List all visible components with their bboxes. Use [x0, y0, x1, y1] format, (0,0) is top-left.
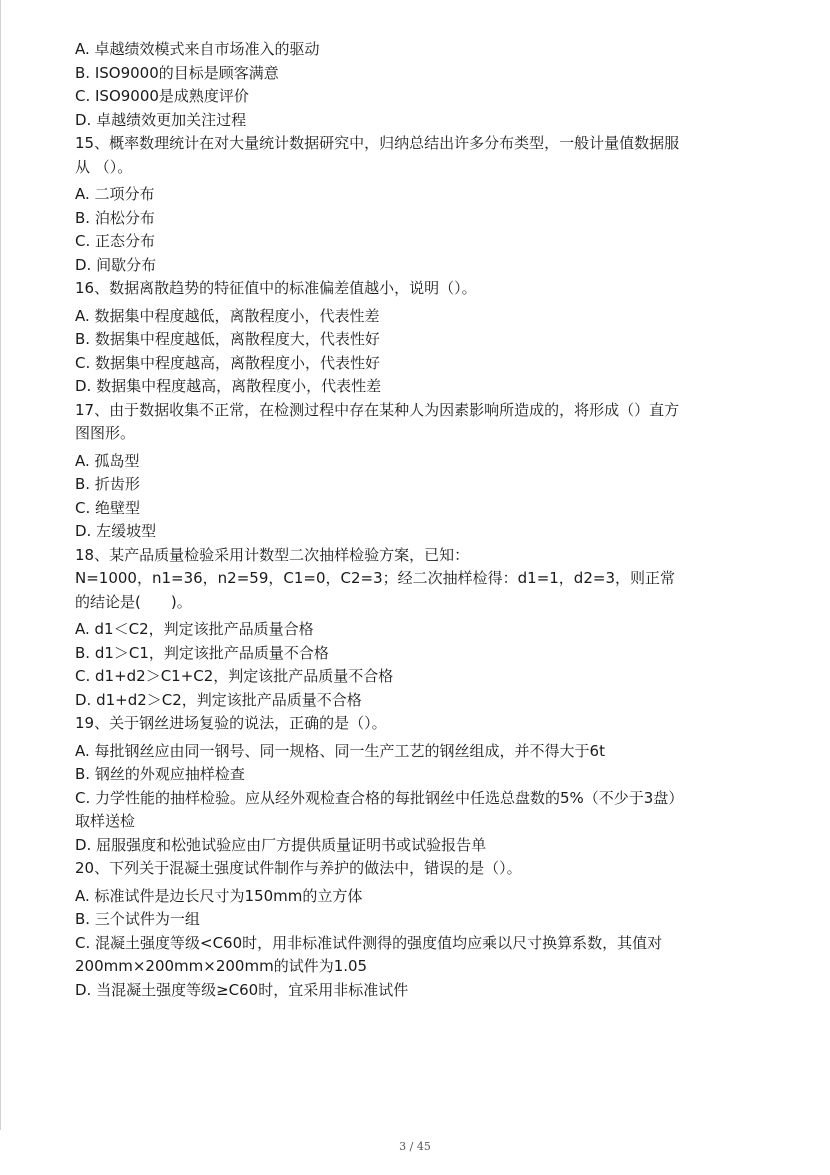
stem-line: 18、某产品质量检验采用计数型二次抽样检验方案，已知： [75, 545, 470, 564]
option-line: D. d1+d2＞C2，判定该批产品质量不合格 [75, 690, 362, 709]
option-line: D. 数据集中程度越高，离散程度小，代表性差 [75, 377, 382, 395]
question-17 [75, 399, 755, 544]
option-line: B. 折齿形 [75, 475, 140, 493]
question-15 [75, 132, 755, 277]
option-line: C. d1+d2＞C1+C2，判定该批产品质量不合格 [75, 667, 394, 685]
stem-line: 从 （）。 [75, 157, 133, 176]
option-line: D. 卓越绩效更加关注过程 [75, 110, 247, 129]
option-line: C. 绝壁型 [75, 498, 141, 517]
option-line: A. 卓越绩效模式来自市场准入的驱动 [75, 40, 320, 58]
option-line: D. 左缓坡型 [75, 522, 157, 540]
question-stem [75, 399, 755, 446]
question-20 [75, 857, 755, 1002]
stem-line: 16、数据离散趋势的特征值中的标准偏差值越小，说明（）。 [75, 279, 477, 297]
option-line: 200mm×200mm×200mm的试件为1.05 [75, 957, 368, 975]
option-line: D. 屈服强度和松弛试验应由厂方提供质量证明书或试验报告单 [75, 835, 487, 854]
option-line: C. 力学性能的抽样检验。应从经外观检查合格的每批钢丝中任选总盘数的5%（不少于3盘） [75, 788, 684, 807]
option-line: C. 正态分布 [75, 232, 156, 250]
stem-line: 20、下列关于混凝土强度试件制作与养护的做法中，错误的是（）。 [75, 859, 522, 877]
question-stem [75, 132, 755, 179]
question-14-options [75, 38, 755, 132]
option-line: C. ISO9000是成熟度评价 [75, 87, 249, 105]
question-16 [75, 277, 755, 399]
stem-line: 19、关于钢丝进场复验的说法，正确的是（）。 [75, 714, 387, 732]
option-line: 取样送检 [75, 812, 136, 830]
option-line: B. d1＞C1，判定该批产品质量不合格 [75, 643, 329, 662]
option-line: B. 泊松分布 [75, 208, 155, 227]
option-line: B. ISO9000的目标是顾客满意 [75, 63, 279, 82]
option-line: D. 间歇分布 [75, 255, 157, 274]
stem-line: N=1000，n1=36，n2=59，C1=0，C2=3；经二次抽样检得：d1=1，d2=3，则正常 [75, 569, 675, 587]
option-line: A. 每批钢丝应由同一钢号、同一规格、同一生产工艺的钢丝组成，并不得大于6t [75, 741, 605, 760]
question-stem [75, 544, 755, 615]
option-line: B. 三个试件为一组 [75, 910, 200, 928]
page-border [0, 0, 1, 1130]
question-stem [75, 712, 755, 736]
question-stem [75, 277, 755, 301]
option-line: C. 混凝土强度等级<C60时，用非标准试件测得的强度值均应乘以尺寸换算系数，其值对 [75, 933, 663, 952]
option-line: A. d1＜C2，判定该批产品质量合格 [75, 620, 314, 638]
option-line: C. 数据集中程度越高，离散程度小，代表性好 [75, 353, 381, 372]
option-line: A. 二项分布 [75, 185, 155, 203]
question-19 [75, 712, 755, 857]
option-line: A. 数据集中程度越低，离散程度小，代表性差 [75, 306, 380, 325]
stem-line: 的结论是( )。 [75, 592, 192, 611]
stem-line: 15、概率数理统计在对大量统计数据研究中，归纳总结出许多分布类型，一般计量值数据服 [75, 134, 680, 152]
option-line: B. 数据集中程度越低，离散程度大，代表性好 [75, 330, 380, 348]
stem-line: 图图形。 [75, 424, 136, 442]
option-line: B. 钢丝的外观应抽样检查 [75, 765, 245, 783]
option-line: A. 孤岛型 [75, 451, 140, 470]
page-number: 3 / 45 [399, 1140, 431, 1153]
stem-line: 17、由于数据收集不正常，在检测过程中存在某种人为因素影响所造成的，将形成（）直方 [75, 400, 680, 419]
document-body [75, 38, 755, 1002]
option-line: A. 标准试件是边长尺寸为150mm的立方体 [75, 886, 363, 905]
option-line: D. 当混凝土强度等级≥C60时，宜采用非标准试件 [75, 980, 409, 999]
question-stem [75, 857, 755, 881]
question-18 [75, 544, 755, 713]
